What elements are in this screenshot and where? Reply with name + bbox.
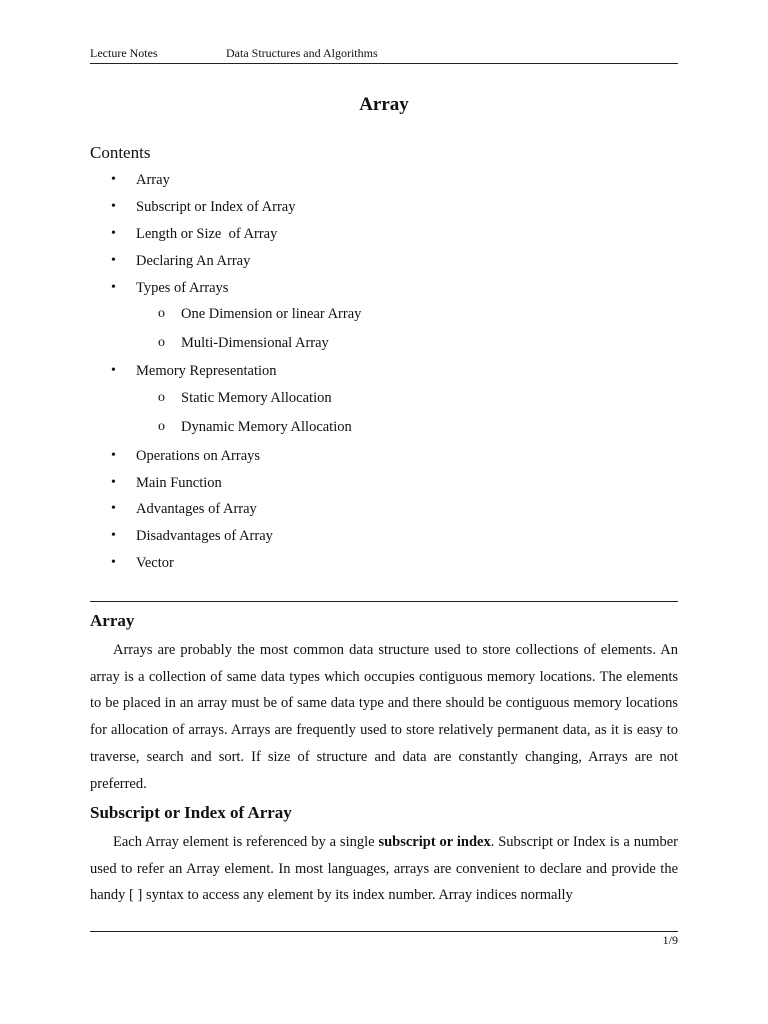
- toc-item-memory-representation: Memory Representation: [136, 363, 277, 379]
- section-heading-subscript: Subscript or Index of Array: [90, 803, 292, 822]
- toc-bullet: •: [111, 475, 116, 490]
- section-heading-array: Array: [90, 611, 135, 630]
- header-subject-label: Data Structures and Algorithms: [226, 46, 378, 60]
- toc-bullet: •: [111, 280, 116, 295]
- toc-subitem-multi-dimensional: Multi-Dimensional Array: [181, 335, 329, 351]
- toc-subitem-dynamic-memory: Dynamic Memory Allocation: [181, 419, 352, 435]
- contents-heading: Contents: [90, 143, 151, 162]
- section-paragraph-array: Arrays are probably the most common data structure used to store collections of elements. An array is a collection of same data types which occupies contiguous memory locations. The elements to be placed in an array must be of same data type and there should be contiguous memory locations for allocation of arrays. Arrays are frequently used to store relatively permanent data, as it is easy to traverse, search and sort. If size of structure and data are constantly changing, Arrays are not preferred.: [90, 642, 678, 792]
- toc-item-declaring-array: Declaring An Array: [136, 253, 251, 269]
- page-number: 1/9: [662, 933, 678, 947]
- toc-bullet: •: [111, 448, 116, 463]
- toc-sub-bullet: o: [158, 306, 165, 321]
- toc-item-disadvantages: Disadvantages of Array: [136, 528, 273, 544]
- toc-subitem-static-memory: Static Memory Allocation: [181, 390, 332, 406]
- toc-sub-bullet: o: [158, 390, 165, 405]
- toc-subitem-one-dimension: One Dimension or linear Array: [181, 306, 362, 322]
- section-paragraph-subscript: [90, 829, 678, 909]
- toc-item-array: Array: [136, 172, 170, 188]
- paragraph-text: Each Array element is referenced by a single: [113, 834, 379, 850]
- toc-bullet: •: [111, 528, 116, 543]
- toc-bullet: •: [111, 501, 116, 516]
- paragraph-bold-term: subscript or index: [378, 834, 491, 850]
- toc-sub-bullet: o: [158, 335, 165, 350]
- toc-item-vector: Vector: [136, 555, 174, 571]
- toc-bullet: •: [111, 172, 116, 187]
- toc-item-operations: Operations on Arrays: [136, 448, 261, 464]
- page-header: [90, 45, 678, 64]
- header-course-label: Lecture Notes: [90, 46, 158, 60]
- toc-item-advantages: Advantages of Array: [136, 501, 257, 517]
- document-title: Array: [359, 94, 409, 115]
- toc-sub-bullet: o: [158, 419, 165, 434]
- toc-item-length-size: Length or Size of Array: [136, 226, 278, 242]
- toc-item-types-of-arrays: Types of Arrays: [136, 280, 229, 296]
- footer-divider: [90, 931, 678, 932]
- toc-bullet: •: [111, 226, 116, 241]
- toc-item-subscript-index: Subscript or Index of Array: [136, 199, 296, 215]
- paragraph-text: . Subscript or Index is a number used to refer an Array element. In most languages, arrays are convenient to declare and provide the handy [ ] syntax to access any element by its index number. Array indices normally: [90, 834, 678, 904]
- section-divider: [90, 601, 678, 602]
- toc-item-main-function: Main Function: [136, 475, 222, 491]
- toc-bullet: •: [111, 555, 116, 570]
- toc-bullet: •: [111, 199, 116, 214]
- toc-bullet: •: [111, 253, 116, 268]
- toc-bullet: •: [111, 363, 116, 378]
